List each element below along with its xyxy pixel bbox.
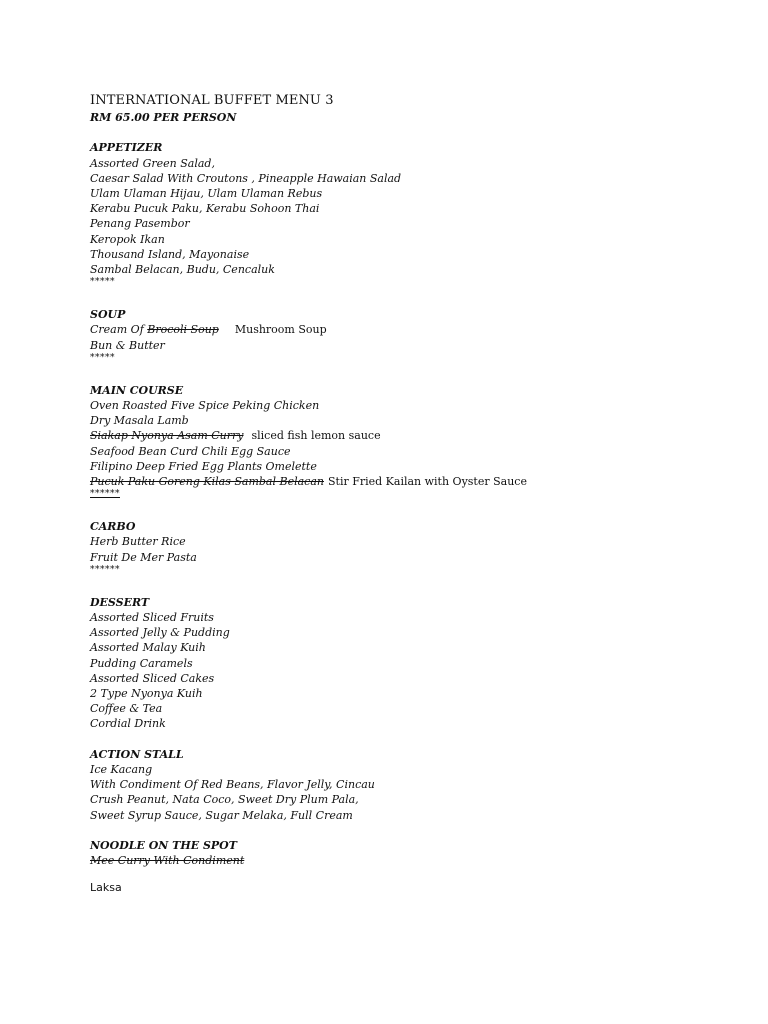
menu-item: Thousand Island, Mayonaise	[90, 247, 250, 261]
menu-item: Sambal Belacan, Budu, Cencaluk	[90, 263, 275, 277]
menu-item: Fruit De Mer Pasta	[90, 550, 197, 564]
page-title: INTERNATIONAL BUFFET MENU 3	[90, 93, 334, 108]
menu-item: Dry Masala Lamb	[90, 414, 189, 428]
menu-item: Assorted Green Salad,	[90, 156, 215, 170]
menu-item: Assorted Sliced Fruits	[90, 611, 214, 625]
menu-item: Ulam Ulaman Hijau, Ulam Ulaman Rebus	[90, 187, 323, 200]
section-heading-soup: SOUP	[90, 308, 126, 322]
menu-item: Coffee & Tea	[90, 702, 163, 716]
menu-item: Keropok Ikan	[90, 232, 165, 246]
menu-item: 2 Type Nyonya Kuih	[90, 687, 203, 701]
menu-item: Kerabu Pucuk Paku, Kerabu Sohoon Thai	[90, 202, 320, 216]
section-divider: *****	[90, 277, 115, 288]
menu-item: Bun & Butter	[90, 338, 165, 352]
menu-item: Assorted Malay Kuih	[90, 641, 206, 655]
menu-item-replaced	[90, 474, 730, 489]
menu-item: Oven Roasted Five Spice Peking Chicken	[90, 399, 320, 413]
menu-item: Penang Pasembor	[90, 217, 190, 231]
menu-item: Sweet Syrup Sauce, Sugar Melaka, Full Cream	[90, 808, 353, 822]
section-divider: ******	[90, 489, 120, 500]
menu-item: Pudding Caramels	[90, 656, 193, 670]
section-heading-carbo: CARBO	[90, 520, 136, 534]
section-heading-action-stall: ACTION STALL	[90, 747, 184, 761]
replacement-item: Mushroom Soup	[234, 323, 327, 337]
struck-item: Siakap Nyonya Asam Curry	[90, 429, 244, 443]
replacement-item: Stir Fried Kailan with Oyster Sauce	[327, 475, 527, 489]
menu-item-soup	[90, 322, 730, 337]
replacement-item: Laksa	[90, 881, 122, 895]
menu-item: Ice Kacang	[90, 763, 153, 777]
menu-document	[90, 92, 730, 896]
menu-item: Crush Peanut, Nata Coco, Sweet Dry Plum Pala,	[90, 793, 359, 807]
section-heading-main-course: MAIN COURSE	[90, 383, 184, 397]
soup-prefix: Cream Of	[90, 323, 148, 337]
menu-item: Cordial Drink	[90, 717, 166, 731]
struck-item: Pucuk Paku Goreng Kilas Sambal Belacan	[90, 475, 324, 489]
section-heading-noodle: NOODLE ON THE SPOT	[90, 839, 237, 853]
replacement-item: sliced fish lemon sauce	[251, 429, 381, 443]
menu-item: Assorted Sliced Cakes	[90, 671, 215, 685]
menu-item: With Condiment Of Red Beans, Flavor Jelly, Cincau	[90, 778, 375, 792]
menu-item: Assorted Jelly & Pudding	[90, 626, 230, 640]
menu-item: Filipino Deep Fried Egg Plants Omelette	[90, 459, 317, 473]
struck-item: Mee Curry With Condiment	[90, 854, 245, 868]
menu-item-replaced	[90, 428, 730, 443]
menu-item: Herb Butter Rice	[90, 535, 186, 549]
struck-item: Brocoli Soup	[147, 323, 219, 337]
menu-item: Seafood Bean Curd Chili Egg Sauce	[90, 444, 291, 458]
menu-item: Caesar Salad With Croutons , Pineapple Hawaian Salad	[90, 171, 402, 185]
section-divider: ******	[90, 564, 120, 575]
section-heading-appetizer: APPETIZER	[90, 141, 163, 155]
price-line: RM 65.00 PER PERSON	[90, 111, 237, 124]
section-divider: *****	[90, 352, 115, 363]
section-heading-dessert: DESSERT	[90, 595, 150, 609]
